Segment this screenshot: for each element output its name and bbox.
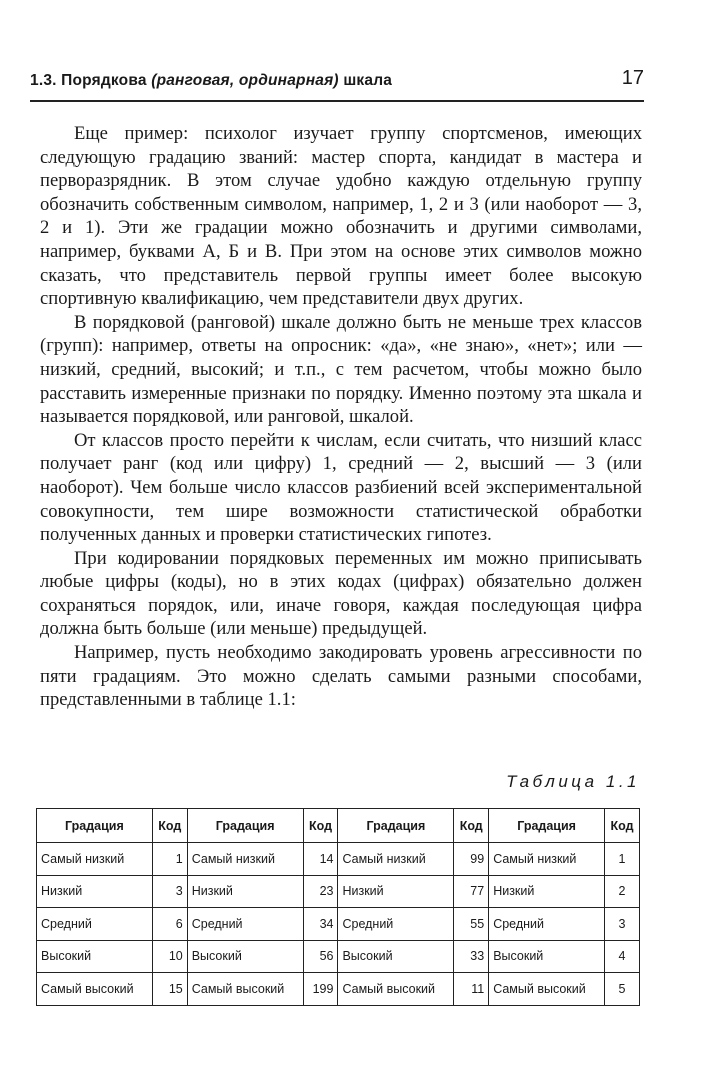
table-row [37, 940, 640, 973]
cell-gradation: Средний [489, 908, 605, 941]
cell-code: 1 [152, 843, 187, 876]
table-body [37, 843, 640, 1006]
cell-code: 55 [454, 908, 489, 941]
cell-gradation: Самый низкий [37, 843, 153, 876]
cell-gradation: Низкий [489, 875, 605, 908]
table-header-row [37, 809, 640, 843]
body-text [40, 122, 642, 712]
gradation-table [36, 808, 640, 1006]
cell-code: 10 [152, 940, 187, 973]
cell-code: 199 [303, 973, 338, 1006]
header-cell-gradation: Градация [489, 809, 605, 843]
cell-code: 14 [303, 843, 338, 876]
cell-gradation: Самый низкий [338, 843, 454, 876]
header-section: 1.3. Порядкова [30, 72, 147, 89]
cell-gradation: Низкий [37, 875, 153, 908]
header-cell-code: Код [303, 809, 338, 843]
header-cell-gradation: Градация [187, 809, 303, 843]
cell-code: 33 [454, 940, 489, 973]
cell-gradation: Высокий [489, 940, 605, 973]
cell-gradation: Низкий [338, 875, 454, 908]
cell-code: 77 [454, 875, 489, 908]
header-tail: шкала [343, 72, 393, 89]
header-cell-code: Код [152, 809, 187, 843]
cell-code: 99 [454, 843, 489, 876]
cell-gradation: Самый низкий [187, 843, 303, 876]
cell-gradation: Самый высокий [489, 973, 605, 1006]
table-row [37, 908, 640, 941]
header-qualifier: (ранговая, ординарная) [151, 72, 339, 89]
paragraph: При кодировании порядковых переменных им можно приписывать любые цифры (коды), но в этих кодах (цифрах) обязательно должен сохраняться порядок, или, иначе говоря, каждая последующая цифра должна быть больше (или меньше) предыдущей. [40, 547, 642, 640]
cell-code: 5 [605, 973, 640, 1006]
paragraph: В порядковой (ранговой) шкале должно быть не меньше трех классов (групп): например, ответы на опросник: «да», «не знаю», «нет»; или — низкий, средний, высокий; и т.п., с тем расчетом, чтобы можно было расставить измеренные признаки по порядку. Именно поэтому эта шкала и называется порядковой, или ранговой, шкалой. [40, 311, 642, 428]
cell-gradation: Самый низкий [489, 843, 605, 876]
cell-gradation: Средний [37, 908, 153, 941]
header-cell-code: Код [454, 809, 489, 843]
cell-gradation: Средний [187, 908, 303, 941]
cell-code: 6 [152, 908, 187, 941]
paragraph: Еще пример: психолог изучает группу спортсменов, имеющих следующую градацию званий: мастер спорта, кандидат в мастера и перворазрядник. В этом случае удобно каждую отдельную группу обозначить собственным символом, например, 1, 2 и 3 (или наоборот — 3, 2 и 1). Эти же градации можно обозначить и другими символами, например, буквами А, Б и В. При этом на основе этих символов можно сказать, что представитель первой группы имеет более высокую спортивную квалификацию, чем представители двух других. [40, 123, 642, 310]
table-row [37, 843, 640, 876]
table-header [37, 809, 640, 843]
cell-code: 3 [605, 908, 640, 941]
table-row [37, 973, 640, 1006]
header-cell-gradation: Градация [338, 809, 454, 843]
cell-code: 4 [605, 940, 640, 973]
cell-gradation: Средний [338, 908, 454, 941]
cell-gradation: Высокий [37, 940, 153, 973]
cell-gradation: Самый высокий [187, 973, 303, 1006]
running-header-title [30, 72, 392, 90]
paragraph: От классов просто перейти к числам, если считать, что низший класс получает ранг (код или цифру) 1, средний — 2, высший — 3 (или наоборот). Чем больше число классов разбиений всей экспериментальной совокупности, тем шире возможности статистической обработки полученных данных и проверки статистических гипотез. [40, 429, 642, 546]
cell-code: 56 [303, 940, 338, 973]
cell-gradation: Самый высокий [338, 973, 454, 1006]
paragraph: Например, пусть необходимо закодировать уровень агрессивности по пяти градациям. Это можно сделать самыми разными способами, представленными в таблице 1.1: [40, 642, 642, 711]
running-header [30, 62, 644, 102]
cell-code: 15 [152, 973, 187, 1006]
table-caption: Таблица 1.1 [506, 772, 640, 791]
cell-code: 2 [605, 875, 640, 908]
table-row [37, 875, 640, 908]
cell-code: 3 [152, 875, 187, 908]
cell-code: 23 [303, 875, 338, 908]
cell-gradation: Самый высокий [37, 973, 153, 1006]
cell-code: 11 [454, 973, 489, 1006]
header-cell-gradation: Градация [37, 809, 153, 843]
page-number: 17 [621, 67, 644, 89]
cell-code: 34 [303, 908, 338, 941]
header-cell-code: Код [605, 809, 640, 843]
cell-gradation: Высокий [187, 940, 303, 973]
cell-gradation: Низкий [187, 875, 303, 908]
cell-code: 1 [605, 843, 640, 876]
cell-gradation: Высокий [338, 940, 454, 973]
